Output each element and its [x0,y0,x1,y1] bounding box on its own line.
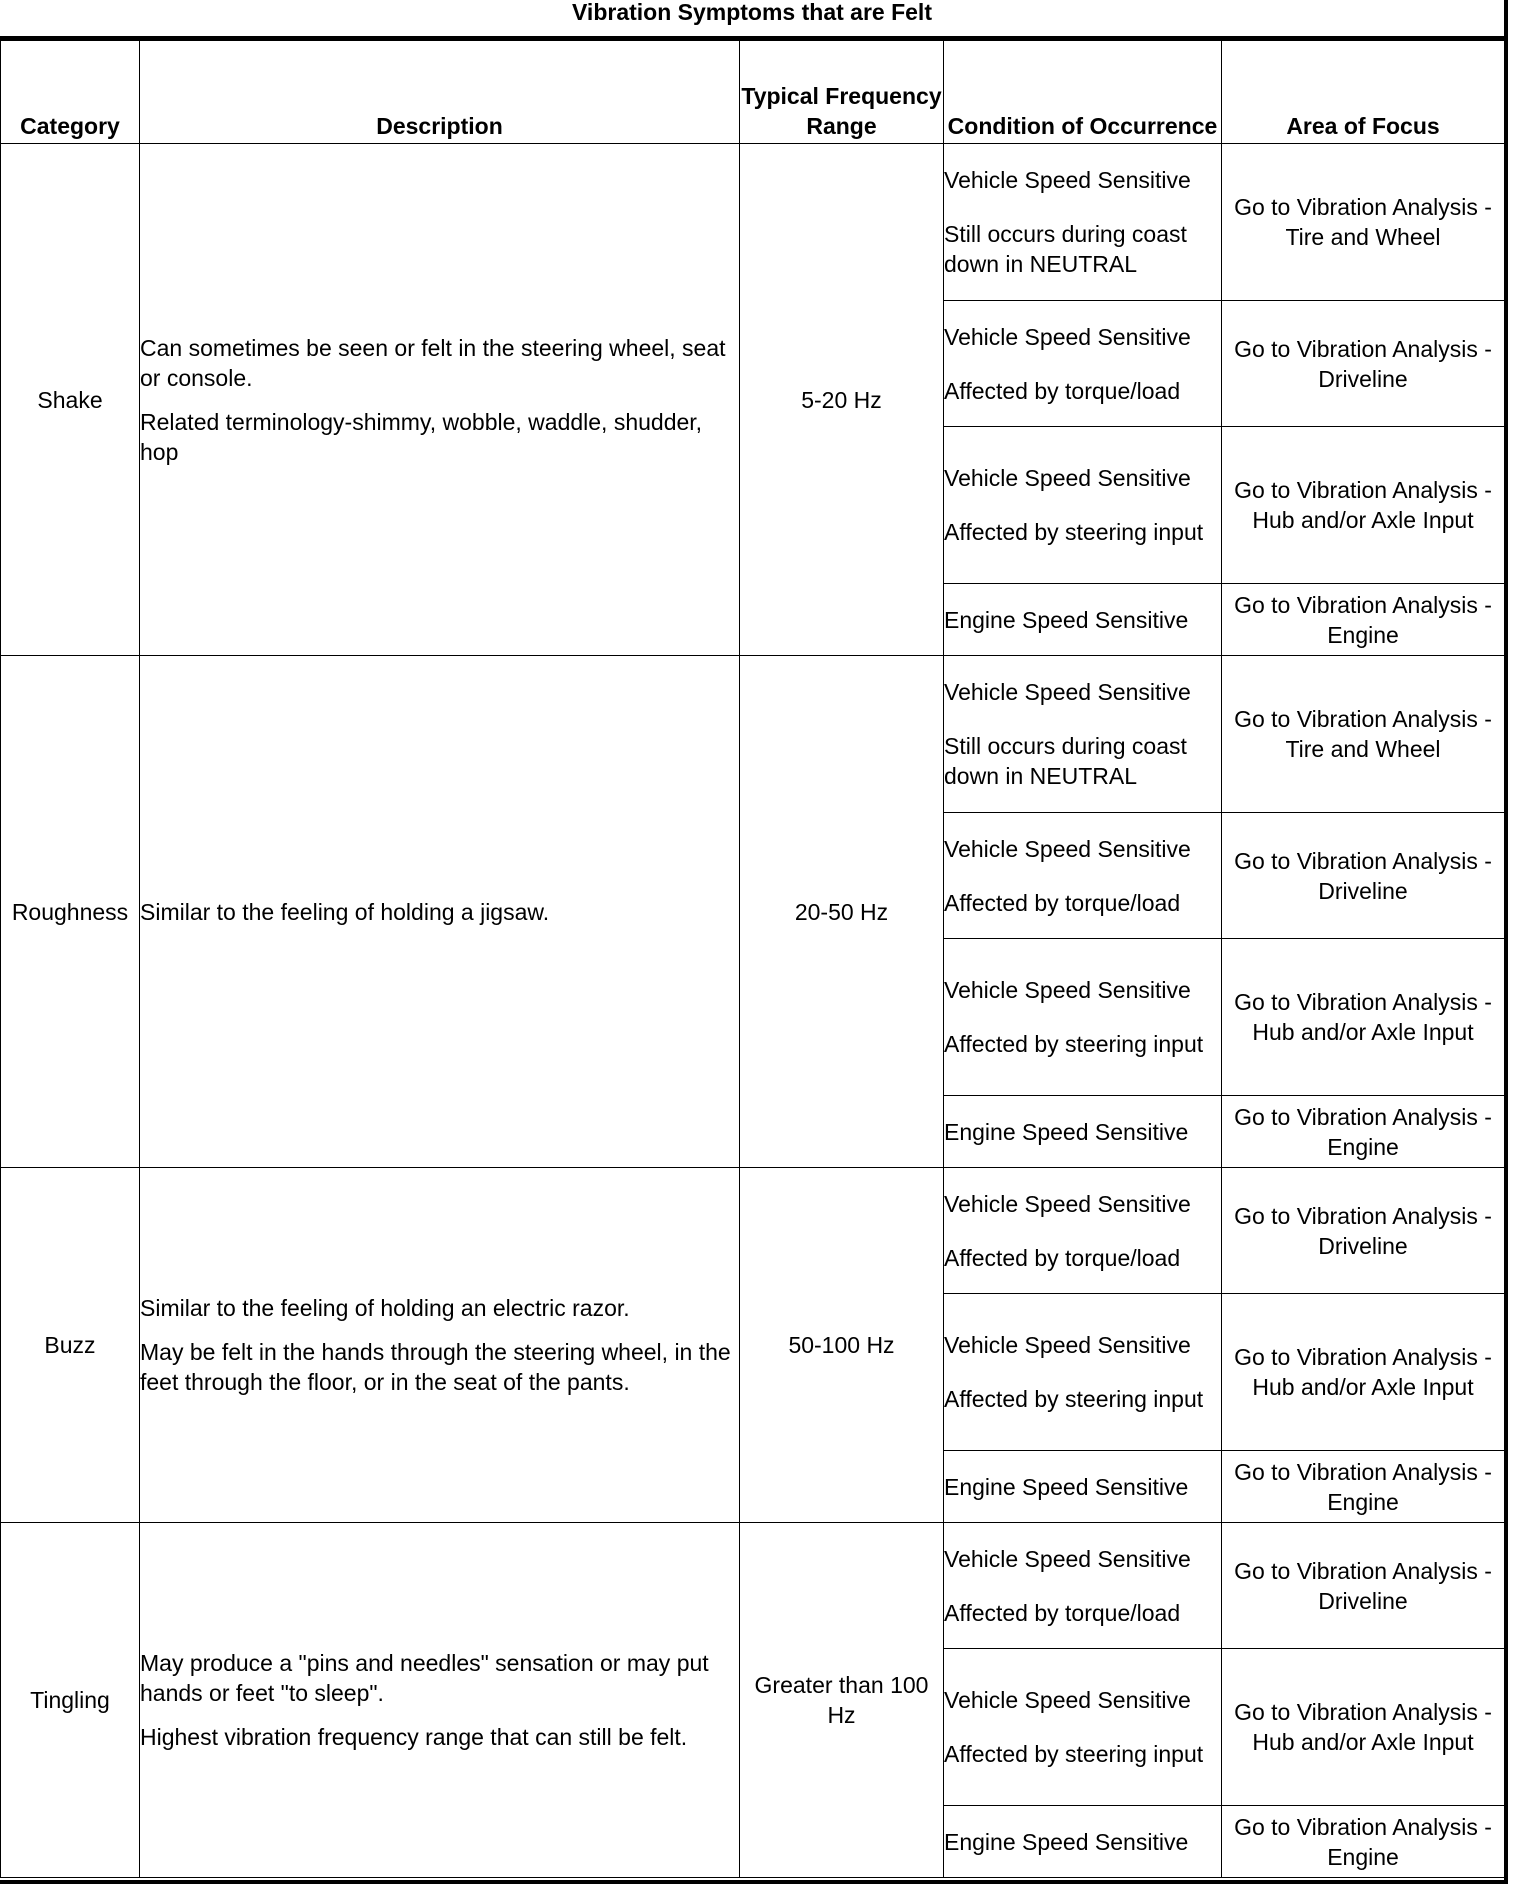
table-row [1,144,1505,301]
focus-cell: Go to Vibration Analysis - Tire and Wheel [1222,144,1505,301]
description-paragraph: Can sometimes be seen or felt in the steering wheel, seat or console. [140,334,726,391]
description-paragraph: May be felt in the hands through the steering wheel, in the feet through the floor, or in the seat of the pants. [140,1339,731,1395]
condition-secondary: Affected by torque/load [944,1244,1181,1271]
frequency-cell: 20-50 Hz [740,656,944,1168]
table-row [1,1523,1505,1649]
condition-primary: Vehicle Speed Sensitive [944,1687,1191,1713]
condition-primary: Vehicle Speed Sensitive [944,323,1191,350]
frequency-cell: 5-20 Hz [740,144,944,656]
condition-secondary: Affected by steering input [944,1386,1204,1412]
focus-cell: Go to Vibration Analysis - Engine [1222,1451,1505,1523]
category-cell: Tingling [1,1523,140,1878]
condition-primary: Vehicle Speed Sensitive [944,679,1191,705]
condition-primary: Engine Speed Sensitive [944,606,1189,633]
table-body [1,144,1505,1878]
condition-primary: Vehicle Speed Sensitive [944,1332,1191,1358]
condition-primary: Vehicle Speed Sensitive [944,977,1191,1003]
condition-secondary: Affected by steering input [944,1031,1204,1057]
category-cell: Buzz [1,1168,140,1523]
frequency-cell: Greater than 100 Hz [740,1523,944,1878]
focus-cell: Go to Vibration Analysis - Hub and/or Axle Input [1222,1649,1505,1806]
table-row [1,656,1505,813]
category-cell: Shake [1,144,140,656]
condition-cell [944,584,1222,656]
condition-primary: Engine Speed Sensitive [944,1828,1189,1855]
focus-cell: Go to Vibration Analysis - Driveline [1222,813,1505,939]
condition-primary: Vehicle Speed Sensitive [944,167,1191,193]
condition-secondary: Still occurs during coast down in NEUTRAL [944,733,1187,789]
header-category: Category [1,41,140,144]
header-row [1,41,1505,144]
focus-cell: Go to Vibration Analysis - Hub and/or Axle Input [1222,427,1505,584]
header-description: Description [140,41,740,144]
condition-primary: Vehicle Speed Sensitive [944,1545,1191,1572]
condition-cell [944,1806,1222,1878]
condition-cell [944,427,1222,584]
focus-cell: Go to Vibration Analysis - Driveline [1222,301,1505,427]
description-cell [140,656,740,1168]
condition-secondary: Affected by steering input [944,1741,1204,1767]
condition-primary: Vehicle Speed Sensitive [944,835,1191,862]
condition-primary: Vehicle Speed Sensitive [944,1190,1191,1217]
condition-cell [944,813,1222,939]
condition-secondary: Affected by steering input [944,519,1204,545]
condition-cell [944,144,1222,301]
condition-secondary: Still occurs during coast down in NEUTRAL [944,221,1187,277]
focus-cell: Go to Vibration Analysis - Hub and/or Axle Input [1222,939,1505,1096]
description-paragraph: Related terminology-shimmy, wobble, waddle, shudder, hop [140,408,703,465]
focus-cell: Go to Vibration Analysis - Tire and Wheel [1222,656,1505,813]
description-cell [140,1523,740,1878]
condition-cell [944,1523,1222,1649]
description-paragraph: Highest vibration frequency range that can still be felt. [140,1724,688,1750]
category-cell: Roughness [1,656,140,1168]
table-title: Vibration Symptoms that are Felt [0,0,1504,40]
condition-cell [944,301,1222,427]
condition-cell [944,1168,1222,1294]
focus-cell: Go to Vibration Analysis - Engine [1222,1806,1505,1878]
header-focus: Area of Focus [1222,41,1505,144]
condition-cell [944,1451,1222,1523]
condition-secondary: Affected by torque/load [944,377,1181,404]
condition-primary: Engine Speed Sensitive [944,1118,1189,1145]
description-cell [140,1168,740,1523]
focus-cell: Go to Vibration Analysis - Driveline [1222,1523,1505,1649]
condition-cell [944,939,1222,1096]
condition-cell [944,1096,1222,1168]
description-paragraph: May produce a "pins and needles" sensation or may put hands or feet "to sleep". [140,1650,709,1706]
condition-cell [944,656,1222,813]
focus-cell: Go to Vibration Analysis - Engine [1222,584,1505,656]
condition-primary: Engine Speed Sensitive [944,1473,1189,1500]
condition-primary: Vehicle Speed Sensitive [944,465,1191,491]
header-condition: Condition of Occurrence [944,41,1222,144]
focus-cell: Go to Vibration Analysis - Engine [1222,1096,1505,1168]
condition-cell [944,1649,1222,1806]
description-cell [140,144,740,656]
condition-secondary: Affected by torque/load [944,889,1181,916]
header-frequency: Typical Frequency Range [740,41,944,144]
focus-cell: Go to Vibration Analysis - Driveline [1222,1168,1505,1294]
table-row [1,1168,1505,1294]
condition-secondary: Affected by torque/load [944,1599,1181,1626]
frequency-cell: 50-100 Hz [740,1168,944,1523]
vibration-symptoms-table [0,40,1505,1878]
focus-cell: Go to Vibration Analysis - Hub and/or Axle Input [1222,1294,1505,1451]
description-paragraph: Similar to the feeling of holding a jigsaw. [140,898,550,925]
condition-cell [944,1294,1222,1451]
description-paragraph: Similar to the feeling of holding an electric razor. [140,1295,630,1321]
